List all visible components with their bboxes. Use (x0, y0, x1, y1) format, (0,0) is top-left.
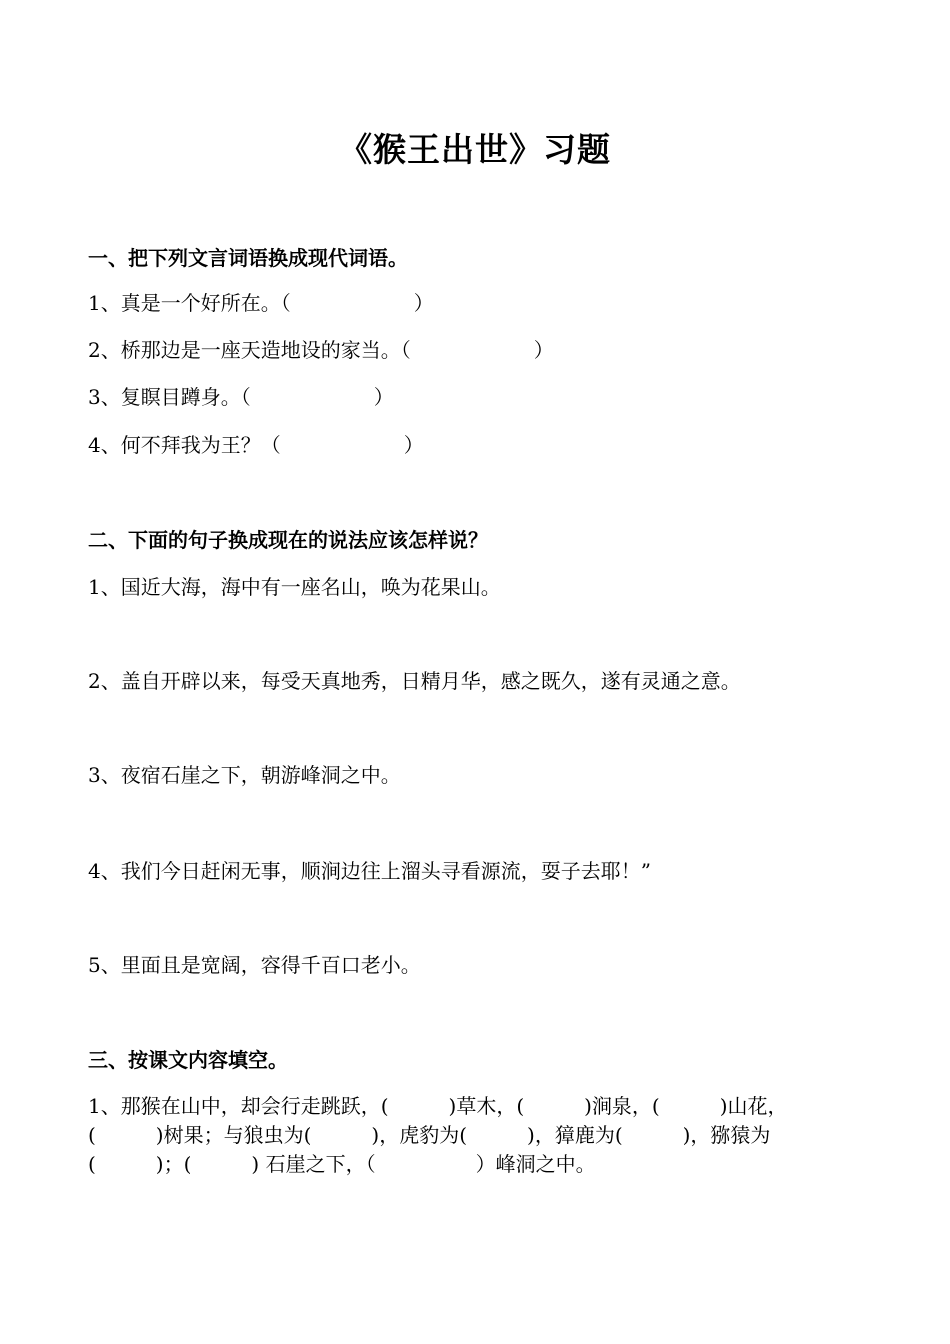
section-1-item-3 (88, 382, 394, 412)
item-text: 4、何不拜我为王？（ (88, 433, 281, 457)
item-close: ） (413, 291, 434, 315)
item-close: ） (373, 385, 394, 409)
section-2-item-1: 1、国近大海，海中有一座名山，唤为花果山。 (88, 575, 501, 599)
section-2-item-5: 5、里面且是宽阔，容得千百口老小。 (88, 953, 421, 977)
section-2-item-2: 2、盖自开辟以来，每受天真地秀，日精月华，感之既久，遂有灵通之意。 (88, 669, 741, 693)
section-1-item-1 (88, 288, 434, 318)
section-2-heading: 二、下面的句子换成现在的说法应该怎样说？ (88, 528, 488, 552)
item-text: 2、桥那边是一座天造地设的家当。（ (88, 338, 411, 362)
section-3-heading: 三、按课文内容填空。 (88, 1048, 288, 1072)
item-text: 3、复瞑目蹲身。（ (88, 385, 251, 409)
section-2-item-4: 4、我们今日赶闲无事，顺涧边往上溜头寻看源流，耍子去耶！” (88, 859, 651, 883)
page-title: 《猴王出世》习题 (339, 130, 611, 169)
section-1-item-4 (88, 430, 424, 460)
item-text: 1、真是一个好所在。（ (88, 291, 291, 315)
item-close: ） (403, 433, 424, 457)
section-2-item-3: 3、夜宿石崖之下，朝游峰洞之中。 (88, 763, 401, 787)
section-1-item-2 (88, 335, 554, 365)
item-close: ） (533, 338, 554, 362)
section-1-heading: 一、把下列文言词语换成现代词语。 (88, 246, 408, 270)
section-3-fill-in-paragraph: 1、那猴在山中，却会行走跳跃，( )草木，( )涧泉，( )山花，( )树果；与狼虫为( )，虎豹为( )，獐鹿为( )，猕猿为( )；( ) 石崖之下，（ ）峰洞之中。 (88, 1094, 788, 1176)
